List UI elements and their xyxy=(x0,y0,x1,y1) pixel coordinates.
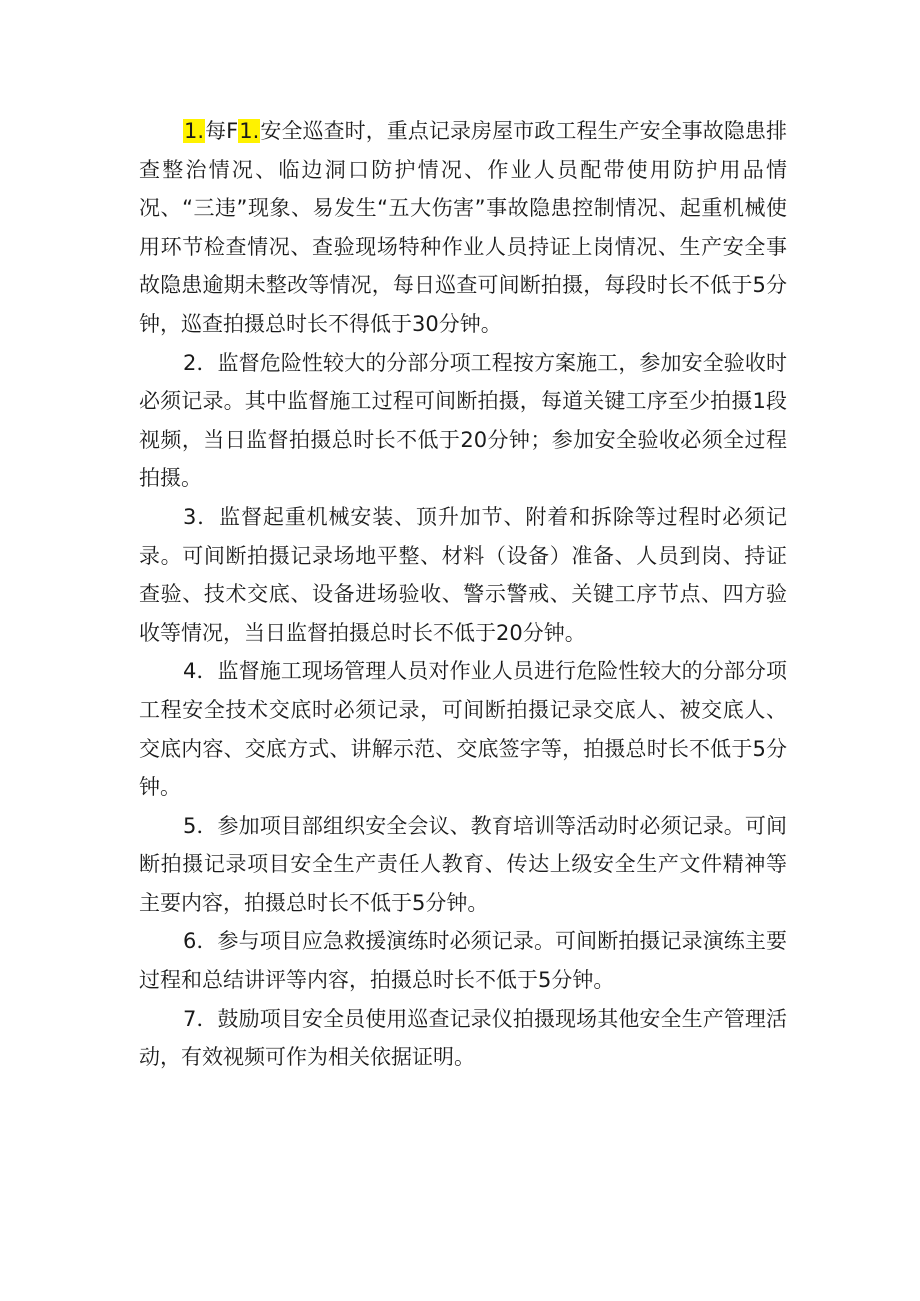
paragraph-text: 安全巡查时，重点记录房屋市政工程生产安全事故隐患排查整治情况、临边洞口防护情况、作业人员配带使用防护用品情况、“三违”现象、易发生“五大伤害”事故隐患控制情况、起重机械使用环节检查情况、查验现场特种作业人员持证上岗情况、生产安全事故隐患逾期未整改等情况，每日巡查可间断拍摄，每段时长不低于5分钟，巡查拍摄总时长不得低于30分钟。 xyxy=(139,119,787,336)
paragraph-item-3: 3．监督起重机械安装、顶升加节、附着和拆除等过程时必须记录。可间断拍摄记录场地平整、材料（设备）准备、人员到岗、持证查验、技术交底、设备进场验收、警示警戒、关键工序节点、四方验收等情况，当日监督拍摄总时长不低于20分钟。 xyxy=(139,504,787,645)
paragraph-item-2: 2．监督危险性较大的分部分项工程按方案施工，参加安全验收时必须记录。其中监督施工过程可间断拍摄，每道关键工序至少拍摄1段视频，当日监督拍摄总时长不低于20分钟；参加安全验收必须全过程拍摄。 xyxy=(139,350,787,491)
paragraph-item-4: 4．监督施工现场管理人员对作业人员进行危险性较大的分部分项工程安全技术交底时必须记录，可间断拍摄记录交底人、被交底人、交底内容、交底方式、讲解示范、交底签字等，拍摄总时长不低于5分钟。 xyxy=(139,659,787,800)
highlighted-number: 1. xyxy=(239,119,260,143)
paragraph-item-7: 7．鼓励项目安全员使用巡查记录仪拍摄现场其他安全生产管理活动，有效视频可作为相关依据证明。 xyxy=(139,1006,787,1070)
document-body xyxy=(139,112,787,1077)
inline-text: 每F xyxy=(205,119,239,143)
paragraph-item-6: 6．参与项目应急救援演练时必须记录。可间断拍摄记录演练主要过程和总结讲评等内容，拍摄总时长不低于5分钟。 xyxy=(139,929,787,993)
highlighted-number: 1. xyxy=(184,119,205,143)
paragraph-item-1 xyxy=(139,112,787,344)
paragraph-item-5: 5．参加项目部组织安全会议、教育培训等活动时必须记录。可间断拍摄记录项目安全生产责任人教育、传达上级安全生产文件精神等主要内容，拍摄总时长不低于5分钟。 xyxy=(139,813,787,915)
